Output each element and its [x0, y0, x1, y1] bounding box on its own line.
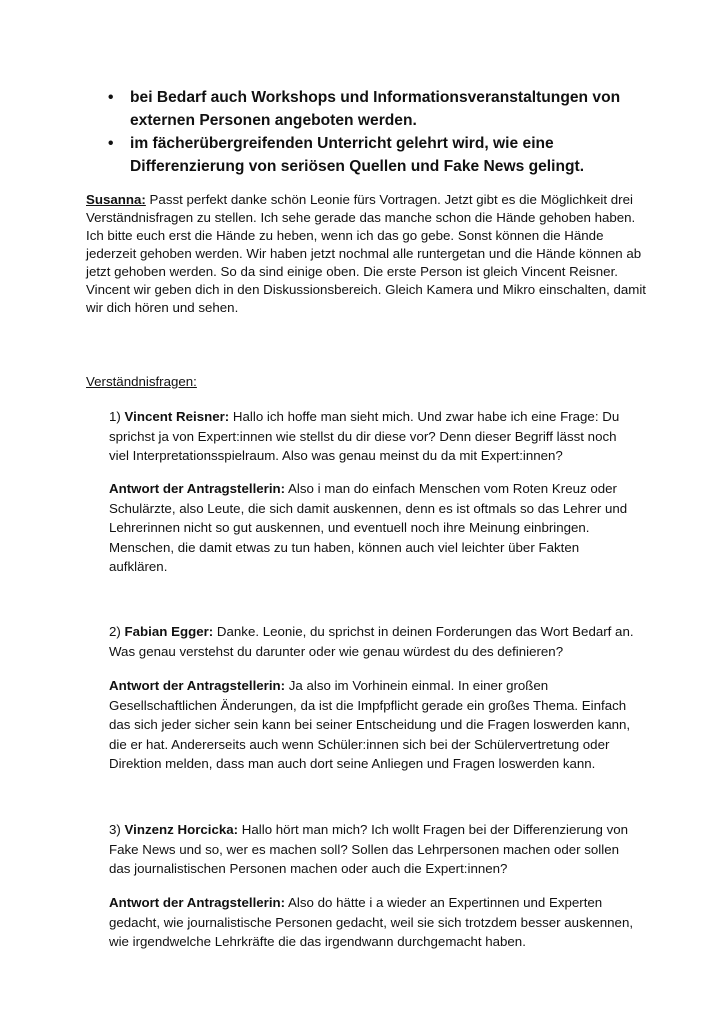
answer-label: Antwort der Antragstellerin: [109, 481, 286, 496]
answer-3 [109, 893, 639, 952]
question-2 [109, 622, 639, 661]
answer-text: Also do hätte i a wieder an Expertinnen und Experten gedacht, wie journalistische Personen gedacht, weil sie sich trotzdem besser auskennen, wie irgendwelche Lehrkräfte die das irgendwann durchgemacht haben. [109, 895, 634, 950]
demands-list [108, 86, 648, 178]
answer-label: Antwort der Antragstellerin: [109, 895, 286, 910]
answer-label: Antwort der Antragstellerin: [109, 678, 286, 693]
question-1 [109, 407, 639, 466]
asker-name: Vincent Reisner: [124, 409, 230, 424]
question-3 [109, 820, 639, 879]
asker-name: Vinzenz Horcicka: [124, 822, 239, 837]
question-number: 2) [109, 624, 125, 639]
answer-2 [109, 676, 639, 774]
speaker-name: Susanna: [86, 192, 146, 207]
list-item: • im fächerübergreifenden Unterricht gelehrt wird, wie eine Differenzierung von seriösen Quellen und Fake News gelingt. [108, 132, 648, 178]
answer-1 [109, 479, 639, 577]
answer-text: Ja also im Vorhinein einmal. In einer großen Gesellschaftlichen Änderungen, da ist die Impfpflicht gerade ein großes Thema. Einfach das sich jeder sicher sein kann bei seiner Entscheidung und die Fragen loswerden kann, die er hat. Andererseits auch wenn Schüler:innen sich bei der Schülervertretung oder Direktion melden, dass man auch dort seine Anliegen und Fragen loswerden kann. [109, 678, 631, 772]
asker-name: Fabian Egger: [124, 624, 214, 639]
moderator-paragraph [86, 191, 646, 317]
answer-text: Also i man do einfach Menschen vom Roten Kreuz oder Schulärzte, also Leute, die sich damit auskennen, denn es ist oftmals so das Lehrer und Lehrerinnen nicht so gut auskennen, und eventuell noch ihre Meinung einbringen. Menschen, die damit etwas zu tun haben, können auch viel leichter über Fakten aufklären. [109, 481, 628, 575]
question-text: Hallo hört man mich? Ich wollt Fragen bei der Differenzierung von Fake News und so, wer es machen soll? Sollen das Lehrpersonen machen oder sollen das journalistischen Personen machen oder auch die Expert:innen? [109, 822, 629, 877]
question-number: 3) [109, 822, 125, 837]
question-text: Danke. Leonie, du sprichst in deinen Forderungen das Wort Bedarf an. Was genau verstehst du darunter oder wie genau würdest du des definieren? [109, 624, 634, 659]
section-heading: Verständnisfragen: [86, 374, 197, 389]
speaker-text: Passt perfekt danke schön Leonie fürs Vortragen. Jetzt gibt es die Möglichkeit drei Verständnisfragen zu stellen. Ich sehe gerade das manche schon die Hände gehoben haben. Ich bitte euch erst die Hände zu heben, wenn ich das go gebe. Sonst können die Hände jederzeit gehoben werden. Wir haben jetzt nochmal alle runtergetan und die Hände können ab jetzt gehoben werden. So da sind einige oben. Die erste Person ist gleich Vincent Reisner. Vincent wir geben dich in den Diskussionsbereich. Gleich Kamera und Mikro einschalten, damit wir dich hören und sehen. [86, 192, 646, 315]
question-text: Hallo ich hoffe man sieht mich. Und zwar habe ich eine Frage: Du sprichst ja von Expert:innen wie stellst du dir diese vor? Denn dieser Begriff lässt noch viel Interpretationsspielraum. Also was genau meinst du da mit Expert:innen? [109, 409, 620, 464]
list-item: • bei Bedarf auch Workshops und Informationsveranstaltungen von externen Personen angeboten werden. [108, 86, 648, 132]
question-number: 1) [109, 409, 125, 424]
